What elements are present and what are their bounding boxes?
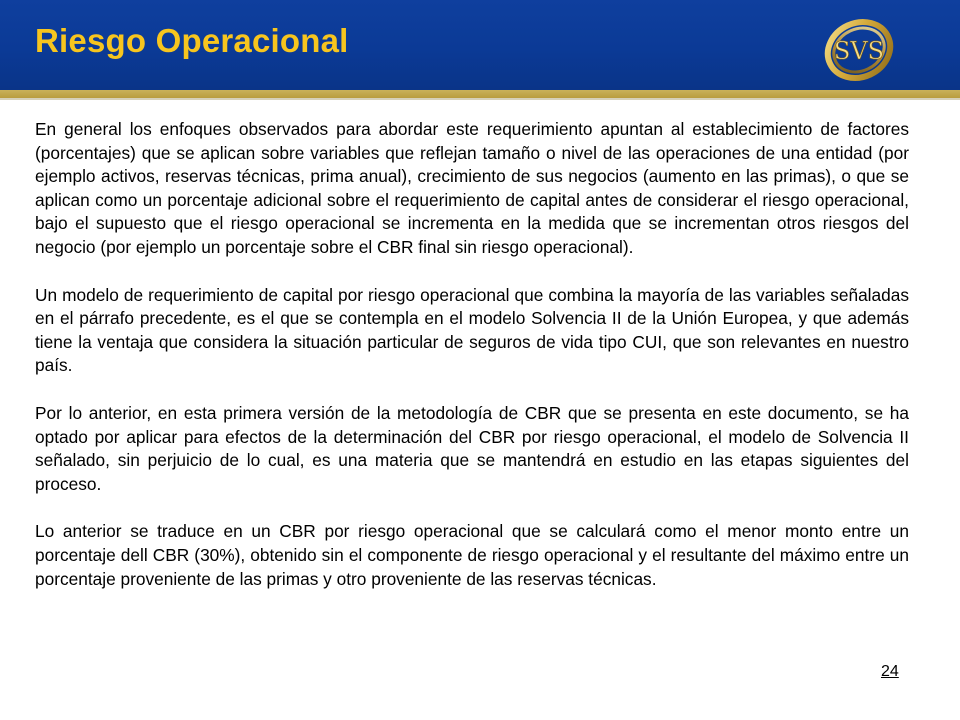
paragraph-3: Por lo anterior, en esta primera versión de la metodología de CBR que se presenta en este documento, se ha optado por aplicar para efectos de la determinación del CBR por riesgo operacional, el modelo de Solvencia II señalado, sin perjuicio de lo cual, es una materia que se mantendrá en estudio en las etapas siguientes del proceso. (35, 402, 909, 494)
paragraph-2: Un modelo de requerimiento de capital por riesgo operacional que combina la mayoría de las variables señaladas en el párrafo precedente, es el que se contempla en el modelo Solvencia II de la Unión Europea, y que además tiene la ventaja que considera la situación particular de seguros de vida tipo CUI, que son relevantes en nuestro país. (35, 284, 909, 376)
paragraph-4: Lo anterior se traduce en un CBR por riesgo operacional que se calculará como el menor monto entre un porcentaje dell CBR (30%), obtenido sin el componente de riesgo operacional y el resultante del máximo entre un porcentaje proveniente de las primas y otro proveniente de las reservas técnicas. (35, 521, 909, 589)
header-rule-shadow (0, 98, 960, 100)
page-number: 24 (881, 663, 899, 680)
slide-title: Riesgo Operacional (35, 22, 349, 59)
slide-body (35, 118, 909, 615)
logo-text: SVS (833, 37, 885, 65)
svs-logo (818, 12, 900, 88)
paragraph-1: En general los enfoques observados para abordar este requerimiento apuntan al establecimiento de factores (porcentajes) que se aplican sobre variables que reflejan tamaño o nivel de las operaciones de una entidad (por ejemplo activos, reservas técnicas, prima anual), crecimiento de sus negocios (aumento en las primas), o que se aplican como un porcentaje adicional sobre el requerimiento de capital antes de considerar el riesgo operacional, bajo el supuesto que el riesgo operacional se incrementa en la medida que se incrementan otros riesgos del negocio (por ejemplo un porcentaje sobre el CBR final sin riesgo operacional). (35, 119, 909, 257)
header-gold-rule (0, 90, 960, 98)
